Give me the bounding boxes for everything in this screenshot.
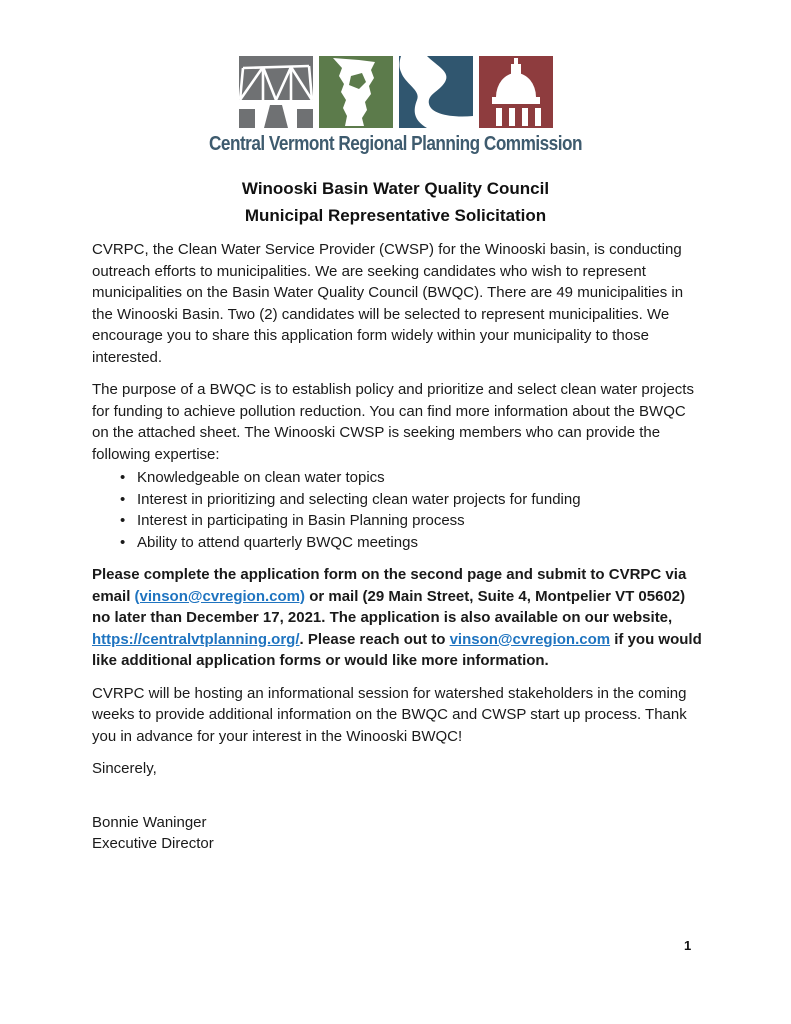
signature-name: Bonnie Waninger bbox=[92, 813, 207, 831]
application-text-2: or mail (29 Main Street, Suite 4, Montpelier VT 05602) no later than December 17, 2021. The application is also available on our website, bbox=[92, 587, 686, 626]
paragraph-application bbox=[92, 564, 702, 672]
list-item: • Ability to attend quarterly BWQC meetings bbox=[92, 532, 702, 554]
logo-caption: Central Vermont Regional Planning Commission bbox=[209, 133, 582, 155]
capitol-dome-icon bbox=[479, 56, 553, 128]
email-link-2[interactable]: vinson@cvregion.com bbox=[449, 630, 611, 648]
paragraph-session: CVRPC will be hosting an informational session for watershed stakeholders in the coming weeks to provide additional information on the BWQC and CWSP start up process. Thank you in advance for your interest in the Winooski BWQC! bbox=[92, 684, 687, 745]
application-text-3: . Please reach out to bbox=[299, 630, 450, 648]
paragraph-purpose: The purpose of a BWQC is to establish policy and prioritize and select clean water projects for funding to achieve pollution reduction. You can find more information about the BWQC on the attached sheet. The Winooski CWSP is seeking members who can provide the following expertise: bbox=[92, 381, 694, 463]
title-line-2: Municipal Representative Solicitation bbox=[244, 206, 547, 225]
letter-body bbox=[92, 239, 702, 855]
closing-line: Sincerely, bbox=[92, 760, 157, 777]
page-number: 1 bbox=[684, 938, 692, 953]
cvrpc-logo bbox=[0, 0, 791, 156]
website-link[interactable]: https://centralvtplanning.org/ bbox=[92, 630, 300, 648]
list-item: • Interest in participating in Basin Planning process bbox=[92, 510, 702, 532]
list-item: • Knowledgeable on clean water topics bbox=[92, 467, 702, 489]
bridge-icon bbox=[239, 56, 313, 128]
signature-block bbox=[92, 812, 702, 855]
signature-title: Executive Director bbox=[92, 835, 214, 852]
expertise-list bbox=[92, 467, 702, 553]
list-item: • Interest in prioritizing and selecting clean water projects for funding bbox=[92, 489, 702, 511]
document-title bbox=[0, 175, 791, 229]
paragraph-intro: CVRPC, the Clean Water Service Provider (CWSP) for the Winooski basin, is conducting outreach efforts to municipalities. We are seeking candidates who wish to represent municipalities on the Basin Water Quality Council (BWQC). There are 49 municipalities in the Winooski Basin. Two (2) candidates will be selected to represent municipalities. We encourage you to share this application form widely within your municipality to those interested. bbox=[92, 241, 684, 366]
vermont-map-icon bbox=[319, 56, 393, 128]
email-link[interactable]: (vinson@cvregion.com) bbox=[134, 587, 306, 605]
logo-panel-row bbox=[0, 56, 791, 128]
river-icon bbox=[399, 56, 473, 128]
application-text-1: Please complete the application form on the second page and submit to CVRPC via email bbox=[92, 566, 687, 605]
application-text-4: if you would like additional application forms or would like more information. bbox=[92, 630, 702, 669]
title-line-1: Winooski Basin Water Quality Council bbox=[241, 179, 550, 198]
